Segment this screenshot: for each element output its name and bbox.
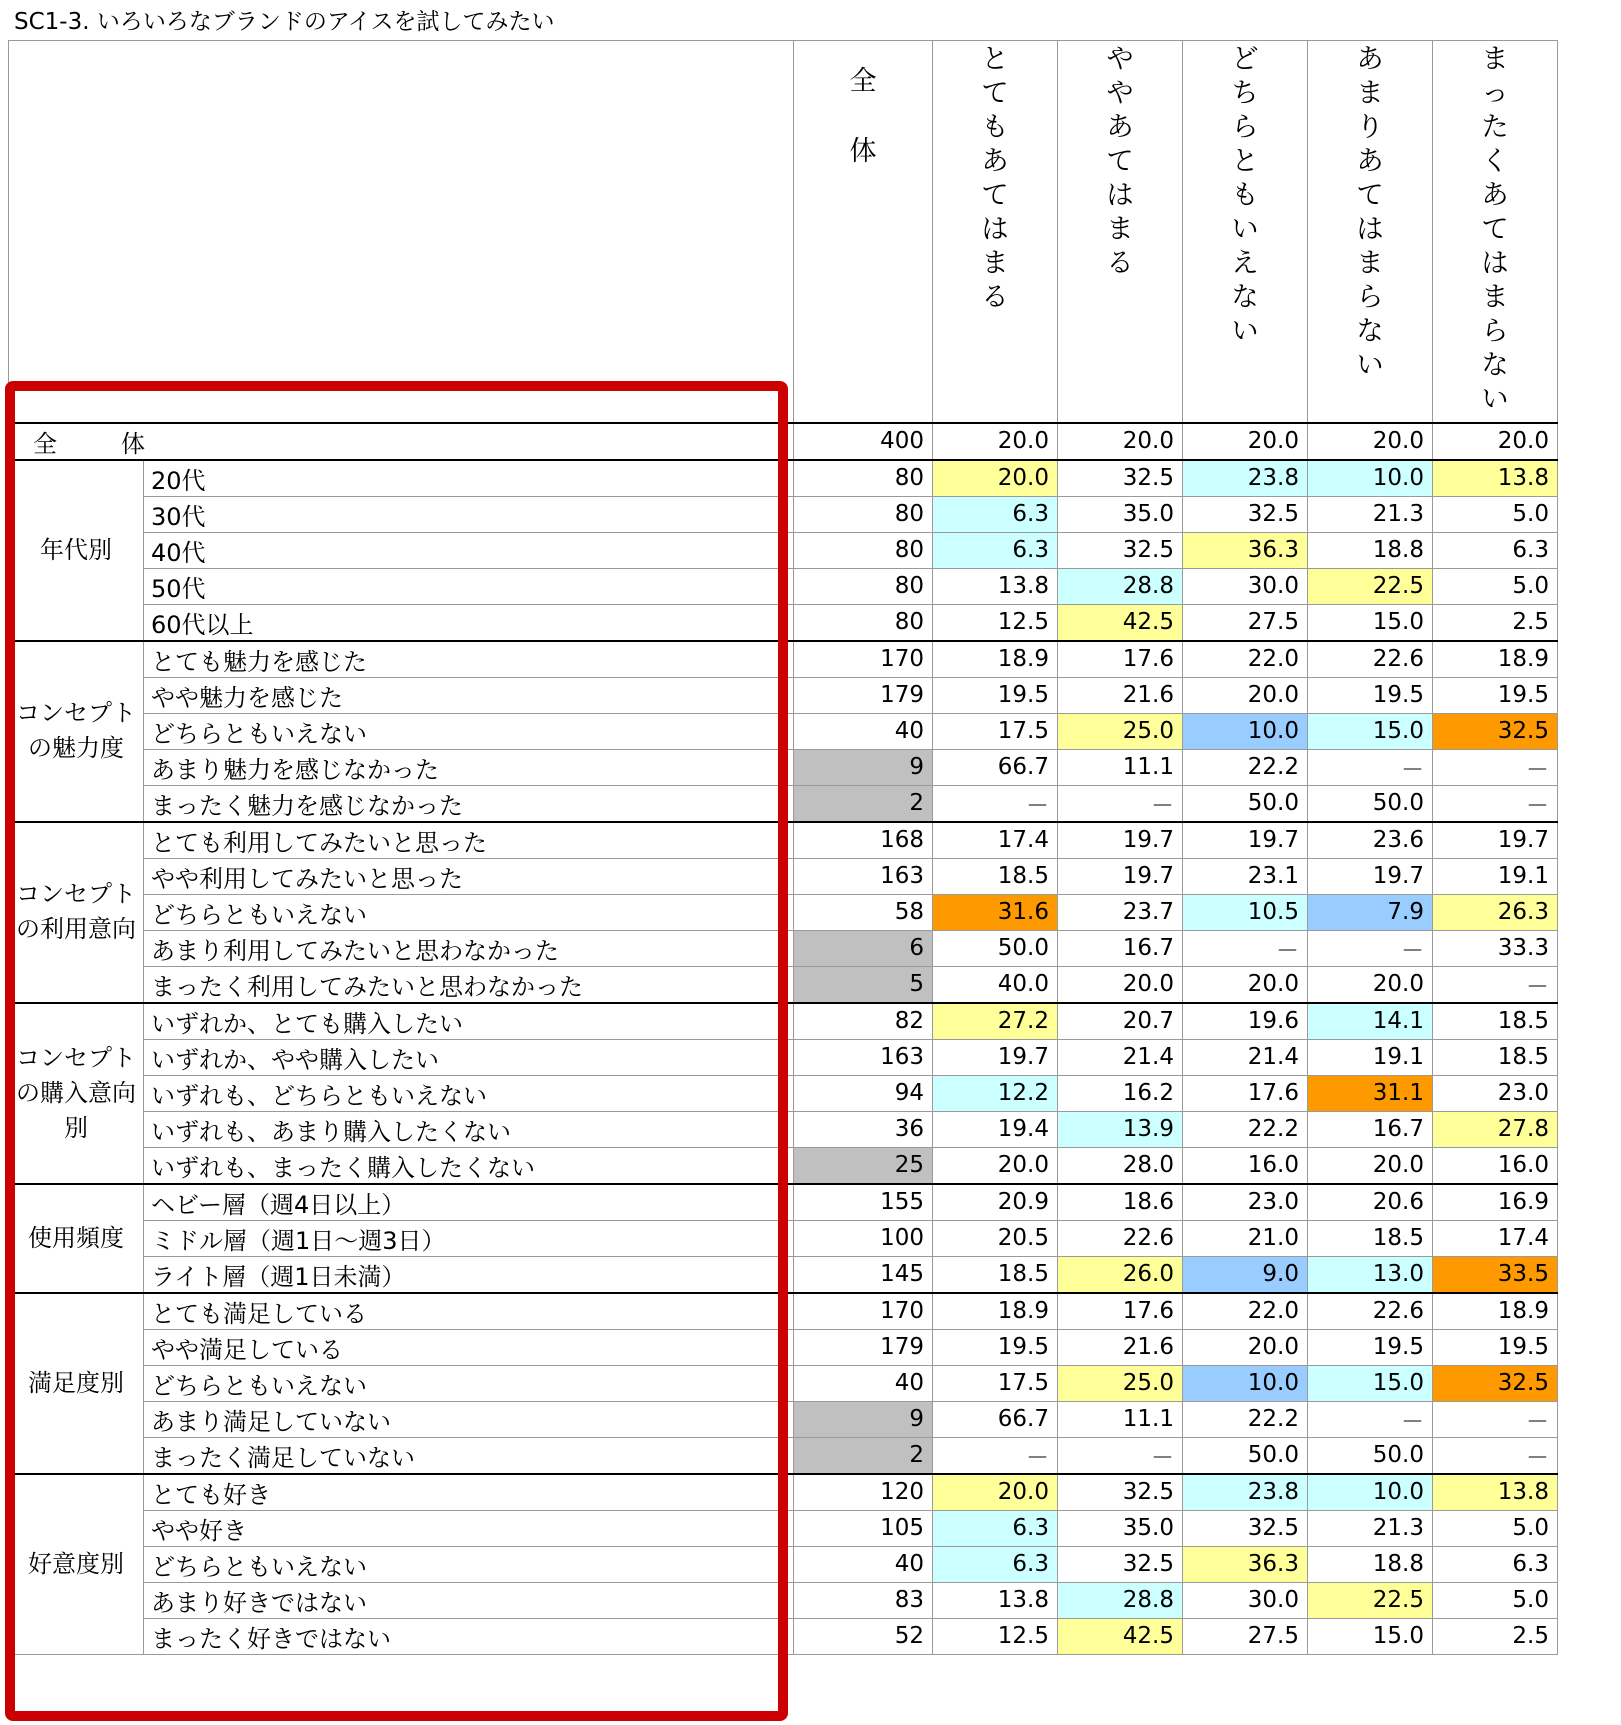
value-cell: 10.0 [1183,1365,1308,1401]
value-cell: 17.5 [933,1365,1058,1401]
table-row [9,749,1558,785]
value-cell: 83 [794,1582,933,1618]
value-cell: 20.0 [1183,423,1308,460]
value-cell: 20.0 [1183,677,1308,713]
value-cell: － [1308,930,1433,966]
value-cell: － [1183,930,1308,966]
row-label: やや満足している [144,1329,794,1365]
value-cell: 6.3 [933,532,1058,568]
value-cell: 50.0 [1183,785,1308,822]
column-header-label: とてもあてはまる [981,44,1009,313]
value-cell: 10.0 [1308,1474,1433,1511]
row-label: 60代以上 [144,604,794,641]
value-cell: － [1433,785,1558,822]
value-cell: 32.5 [1433,1365,1558,1401]
value-cell: 21.3 [1308,496,1433,532]
value-cell: 18.8 [1308,532,1433,568]
value-cell: 20.9 [933,1184,1058,1221]
value-cell: 145 [794,1256,933,1293]
header-row [9,41,1558,423]
row-label: やや利用してみたいと思った [144,858,794,894]
value-cell: 25.0 [1058,713,1183,749]
table-row [9,1474,1558,1511]
value-cell: 80 [794,532,933,568]
group-label: コンセプトの利用意向 [9,822,144,1003]
row-label: ヘビー層（週4日以上） [144,1184,794,1221]
value-cell: 19.7 [1433,822,1558,859]
value-cell: 80 [794,604,933,641]
group-label: 年代別 [9,460,144,641]
table-row [9,1039,1558,1075]
value-cell: 19.6 [1183,1003,1308,1040]
value-cell: 32.5 [1058,532,1183,568]
value-cell: 17.4 [1433,1220,1558,1256]
column-header-label: どちらともいえない [1231,44,1259,347]
value-cell: 36.3 [1183,532,1308,568]
value-cell: 6.3 [933,1510,1058,1546]
row-label: いずれも、どちらともいえない [144,1075,794,1111]
value-cell: 20.0 [933,1474,1058,1511]
value-cell: 50.0 [1183,1437,1308,1474]
value-cell: 163 [794,858,933,894]
row-label: 30代 [144,496,794,532]
table-row [9,641,1558,678]
value-cell: 28.0 [1058,1147,1183,1184]
value-cell: 6 [794,930,933,966]
row-label: とても好き [144,1474,794,1511]
table-row [9,460,1558,497]
value-cell: 22.6 [1058,1220,1183,1256]
value-cell: 94 [794,1075,933,1111]
value-cell: 16.0 [1433,1147,1558,1184]
value-cell: 66.7 [933,1401,1058,1437]
value-cell: 163 [794,1039,933,1075]
value-cell: 30.0 [1183,1582,1308,1618]
value-cell: 2 [794,785,933,822]
row-label: あまり好きではない [144,1582,794,1618]
value-cell: 21.3 [1308,1510,1433,1546]
row-label: とても満足している [144,1293,794,1330]
value-cell: 9 [794,749,933,785]
value-cell: 105 [794,1510,933,1546]
table-row [9,858,1558,894]
value-cell: 35.0 [1058,1510,1183,1546]
value-cell: 35.0 [1058,496,1183,532]
value-cell: 19.7 [1058,822,1183,859]
value-cell: 15.0 [1308,713,1433,749]
group-label: コンセプトの購入意向別 [9,1003,144,1184]
total-row [9,423,1558,460]
value-cell: 80 [794,568,933,604]
row-label: どちらともいえない [144,1365,794,1401]
value-cell: 20.6 [1308,1184,1433,1221]
value-cell: 170 [794,641,933,678]
value-cell: 18.5 [1433,1039,1558,1075]
value-cell: 19.7 [1308,858,1433,894]
value-cell: 25 [794,1147,933,1184]
value-cell: 23.8 [1183,460,1308,497]
value-cell: － [1433,749,1558,785]
value-cell: 18.9 [933,641,1058,678]
row-label: まったく満足していない [144,1437,794,1474]
value-cell: 5.0 [1433,1510,1558,1546]
value-cell: 16.0 [1183,1147,1308,1184]
value-cell: 9.0 [1183,1256,1308,1293]
table-row [9,1401,1558,1437]
value-cell: 12.5 [933,1618,1058,1654]
value-cell: 17.4 [933,822,1058,859]
value-cell: 400 [794,423,933,460]
value-cell: 28.8 [1058,1582,1183,1618]
column-header-1 [933,41,1058,423]
value-cell: 33.5 [1433,1256,1558,1293]
value-cell: 42.5 [1058,604,1183,641]
row-label: あまり利用してみたいと思わなかった [144,930,794,966]
table-row [9,604,1558,641]
group-label: 満足度別 [9,1293,144,1474]
value-cell: 168 [794,822,933,859]
value-cell: 50.0 [1308,785,1433,822]
value-cell: 18.5 [1308,1220,1433,1256]
row-label: いずれか、とても購入したい [144,1003,794,1040]
table-row [9,966,1558,1003]
value-cell: 179 [794,1329,933,1365]
value-cell: 80 [794,496,933,532]
value-cell: 40 [794,713,933,749]
value-cell: 15.0 [1308,1618,1433,1654]
row-label: どちらともいえない [144,713,794,749]
value-cell: 7.9 [1308,894,1433,930]
value-cell: 13.8 [1433,460,1558,497]
table-row [9,1582,1558,1618]
value-cell: － [1308,749,1433,785]
table-row [9,1111,1558,1147]
table-row [9,496,1558,532]
value-cell: 17.6 [1058,641,1183,678]
value-cell: 5.0 [1433,568,1558,604]
value-cell: 27.5 [1183,1618,1308,1654]
value-cell: － [1433,966,1558,1003]
value-cell: 28.8 [1058,568,1183,604]
value-cell: 14.1 [1308,1003,1433,1040]
column-header-label: 全体 [849,66,877,167]
value-cell: 82 [794,1003,933,1040]
table-row [9,568,1558,604]
value-cell: 20.0 [1183,1329,1308,1365]
value-cell: 5.0 [1433,496,1558,532]
row-label: いずれか、やや購入したい [144,1039,794,1075]
row-label: とても利用してみたいと思った [144,822,794,859]
value-cell: 52 [794,1618,933,1654]
row-label: まったく好きではない [144,1618,794,1654]
value-cell: 21.4 [1183,1039,1308,1075]
value-cell: 36 [794,1111,933,1147]
value-cell: 66.7 [933,749,1058,785]
crosstab-table [8,40,1558,1655]
value-cell: 20.0 [933,460,1058,497]
table-row [9,1510,1558,1546]
column-header-label: あまりあてはまらない [1356,44,1384,381]
table-row [9,1293,1558,1330]
value-cell: 19.5 [1433,1329,1558,1365]
value-cell: 27.2 [933,1003,1058,1040]
value-cell: 6.3 [933,1546,1058,1582]
table-row [9,1075,1558,1111]
value-cell: － [1058,785,1183,822]
group-label: 好意度別 [9,1474,144,1655]
value-cell: 20.0 [1433,423,1558,460]
value-cell: 15.0 [1308,1365,1433,1401]
value-cell: 11.1 [1058,1401,1183,1437]
value-cell: 12.5 [933,604,1058,641]
value-cell: 23.8 [1183,1474,1308,1511]
value-cell: 179 [794,677,933,713]
value-cell: 20.0 [1058,966,1183,1003]
total-row-label: 全 体 [9,423,794,460]
group-label: 使用頻度 [9,1184,144,1293]
value-cell: 13.8 [1433,1474,1558,1511]
row-label: 40代 [144,532,794,568]
table-row [9,1618,1558,1654]
row-label: まったく利用してみたいと思わなかった [144,966,794,1003]
column-header-label: まったくあてはまらない [1481,44,1509,415]
value-cell: 13.9 [1058,1111,1183,1147]
value-cell: 19.5 [1433,677,1558,713]
table-row [9,1220,1558,1256]
value-cell: 20.0 [1308,1147,1433,1184]
row-label: あまり満足していない [144,1401,794,1437]
column-header-4 [1308,41,1433,423]
value-cell: 36.3 [1183,1546,1308,1582]
row-label: やや好き [144,1510,794,1546]
value-cell: － [1433,1401,1558,1437]
row-label: どちらともいえない [144,894,794,930]
value-cell: 18.5 [933,858,1058,894]
value-cell: 6.3 [933,496,1058,532]
value-cell: 11.1 [1058,749,1183,785]
value-cell: 100 [794,1220,933,1256]
table-row [9,1184,1558,1221]
value-cell: 18.9 [1433,641,1558,678]
row-label: あまり魅力を感じなかった [144,749,794,785]
value-cell: 27.8 [1433,1111,1558,1147]
value-cell: 6.3 [1433,532,1558,568]
table-row [9,1437,1558,1474]
value-cell: 23.7 [1058,894,1183,930]
value-cell: 19.7 [933,1039,1058,1075]
value-cell: 2.5 [1433,1618,1558,1654]
value-cell: 23.6 [1308,822,1433,859]
value-cell: 5 [794,966,933,1003]
value-cell: 19.1 [1433,858,1558,894]
value-cell: 19.4 [933,1111,1058,1147]
value-cell: 22.5 [1308,568,1433,604]
value-cell: － [933,1437,1058,1474]
value-cell: 32.5 [1183,1510,1308,1546]
value-cell: 19.7 [1183,822,1308,859]
value-cell: 21.4 [1058,1039,1183,1075]
row-label: まったく魅力を感じなかった [144,785,794,822]
row-label: ミドル層（週1日～週3日） [144,1220,794,1256]
table-row [9,1256,1558,1293]
value-cell: 2.5 [1433,604,1558,641]
value-cell: 50.0 [933,930,1058,966]
row-label: どちらともいえない [144,1546,794,1582]
value-cell: 12.2 [933,1075,1058,1111]
value-cell: 50.0 [1308,1437,1433,1474]
value-cell: 26.0 [1058,1256,1183,1293]
table-row [9,1329,1558,1365]
value-cell: 80 [794,460,933,497]
value-cell: 25.0 [1058,1365,1183,1401]
value-cell: 23.0 [1183,1184,1308,1221]
page-title: SC1-3. いろいろなブランドのアイスを試してみたい [14,9,555,35]
value-cell: 42.5 [1058,1618,1183,1654]
value-cell: 20.0 [1308,966,1433,1003]
value-cell: 19.7 [1058,858,1183,894]
value-cell: 6.3 [1433,1546,1558,1582]
value-cell: 20.0 [933,1147,1058,1184]
value-cell: － [1433,1437,1558,1474]
table-row [9,1147,1558,1184]
column-header-3 [1183,41,1308,423]
value-cell: 21.0 [1183,1220,1308,1256]
row-label: いずれも、あまり購入したくない [144,1111,794,1147]
value-cell: 2 [794,1437,933,1474]
table-row [9,677,1558,713]
value-cell: 20.0 [1183,966,1308,1003]
value-cell: 20.0 [933,423,1058,460]
value-cell: 22.0 [1183,641,1308,678]
value-cell: 20.5 [933,1220,1058,1256]
value-cell: 10.0 [1183,713,1308,749]
value-cell: 17.6 [1183,1075,1308,1111]
value-cell: 31.1 [1308,1075,1433,1111]
value-cell: 18.9 [1433,1293,1558,1330]
value-cell: 13.8 [933,1582,1058,1618]
table-row [9,894,1558,930]
value-cell: 31.6 [933,894,1058,930]
table-row [9,713,1558,749]
value-cell: 18.5 [1433,1003,1558,1040]
value-cell: 16.7 [1058,930,1183,966]
value-cell: 10.5 [1183,894,1308,930]
value-cell: 22.6 [1308,1293,1433,1330]
group-label: コンセプトの魅力度 [9,641,144,822]
table-row [9,1546,1558,1582]
value-cell: 22.2 [1183,1111,1308,1147]
value-cell: 15.0 [1308,604,1433,641]
value-cell: 19.5 [1308,1329,1433,1365]
value-cell: 19.5 [933,677,1058,713]
value-cell: 32.5 [1433,713,1558,749]
value-cell: 23.1 [1183,858,1308,894]
row-label: 50代 [144,568,794,604]
value-cell: 16.2 [1058,1075,1183,1111]
value-cell: 5.0 [1433,1582,1558,1618]
value-cell: 32.5 [1058,1474,1183,1511]
value-cell: 58 [794,894,933,930]
value-cell: 22.6 [1308,641,1433,678]
value-cell: 27.5 [1183,604,1308,641]
value-cell: 26.3 [1433,894,1558,930]
value-cell: 9 [794,1401,933,1437]
value-cell: 17.6 [1058,1293,1183,1330]
value-cell: 120 [794,1474,933,1511]
value-cell: 20.0 [1058,423,1183,460]
value-cell: 19.1 [1308,1039,1433,1075]
value-cell: 18.8 [1308,1546,1433,1582]
value-cell: 170 [794,1293,933,1330]
value-cell: 23.0 [1433,1075,1558,1111]
value-cell: 16.7 [1308,1111,1433,1147]
value-cell: 18.6 [1058,1184,1183,1221]
value-cell: － [933,785,1058,822]
value-cell: 33.3 [1433,930,1558,966]
value-cell: 32.5 [1058,1546,1183,1582]
value-cell: 18.9 [933,1293,1058,1330]
header-blank-cell [9,41,794,423]
value-cell: 22.5 [1308,1582,1433,1618]
value-cell: 21.6 [1058,1329,1183,1365]
table-row [9,532,1558,568]
row-label: とても魅力を感じた [144,641,794,678]
value-cell: 20.7 [1058,1003,1183,1040]
table-row [9,1003,1558,1040]
value-cell: 21.6 [1058,677,1183,713]
table-row [9,930,1558,966]
value-cell: － [1058,1437,1183,1474]
value-cell: 32.5 [1058,460,1183,497]
column-header-5 [1433,41,1558,423]
column-header-2 [1058,41,1183,423]
value-cell: 155 [794,1184,933,1221]
value-cell: 13.8 [933,568,1058,604]
table-row [9,1365,1558,1401]
value-cell: 40 [794,1365,933,1401]
value-cell: － [1308,1401,1433,1437]
value-cell: 18.5 [933,1256,1058,1293]
value-cell: 40.0 [933,966,1058,1003]
value-cell: 17.5 [933,713,1058,749]
value-cell: 40 [794,1546,933,1582]
table-row [9,822,1558,859]
row-label: 20代 [144,460,794,497]
value-cell: 22.0 [1183,1293,1308,1330]
value-cell: 13.0 [1308,1256,1433,1293]
row-label: ライト層（週1日未満） [144,1256,794,1293]
table-row [9,785,1558,822]
value-cell: 19.5 [933,1329,1058,1365]
value-cell: 32.5 [1183,496,1308,532]
column-header-0 [794,41,933,423]
row-label: いずれも、まったく購入したくない [144,1147,794,1184]
column-header-label: ややあてはまる [1106,44,1134,279]
value-cell: 22.2 [1183,1401,1308,1437]
value-cell: 22.2 [1183,749,1308,785]
value-cell: 30.0 [1183,568,1308,604]
value-cell: 10.0 [1308,460,1433,497]
value-cell: 16.9 [1433,1184,1558,1221]
value-cell: 20.0 [1308,423,1433,460]
value-cell: 19.5 [1308,677,1433,713]
row-label: やや魅力を感じた [144,677,794,713]
